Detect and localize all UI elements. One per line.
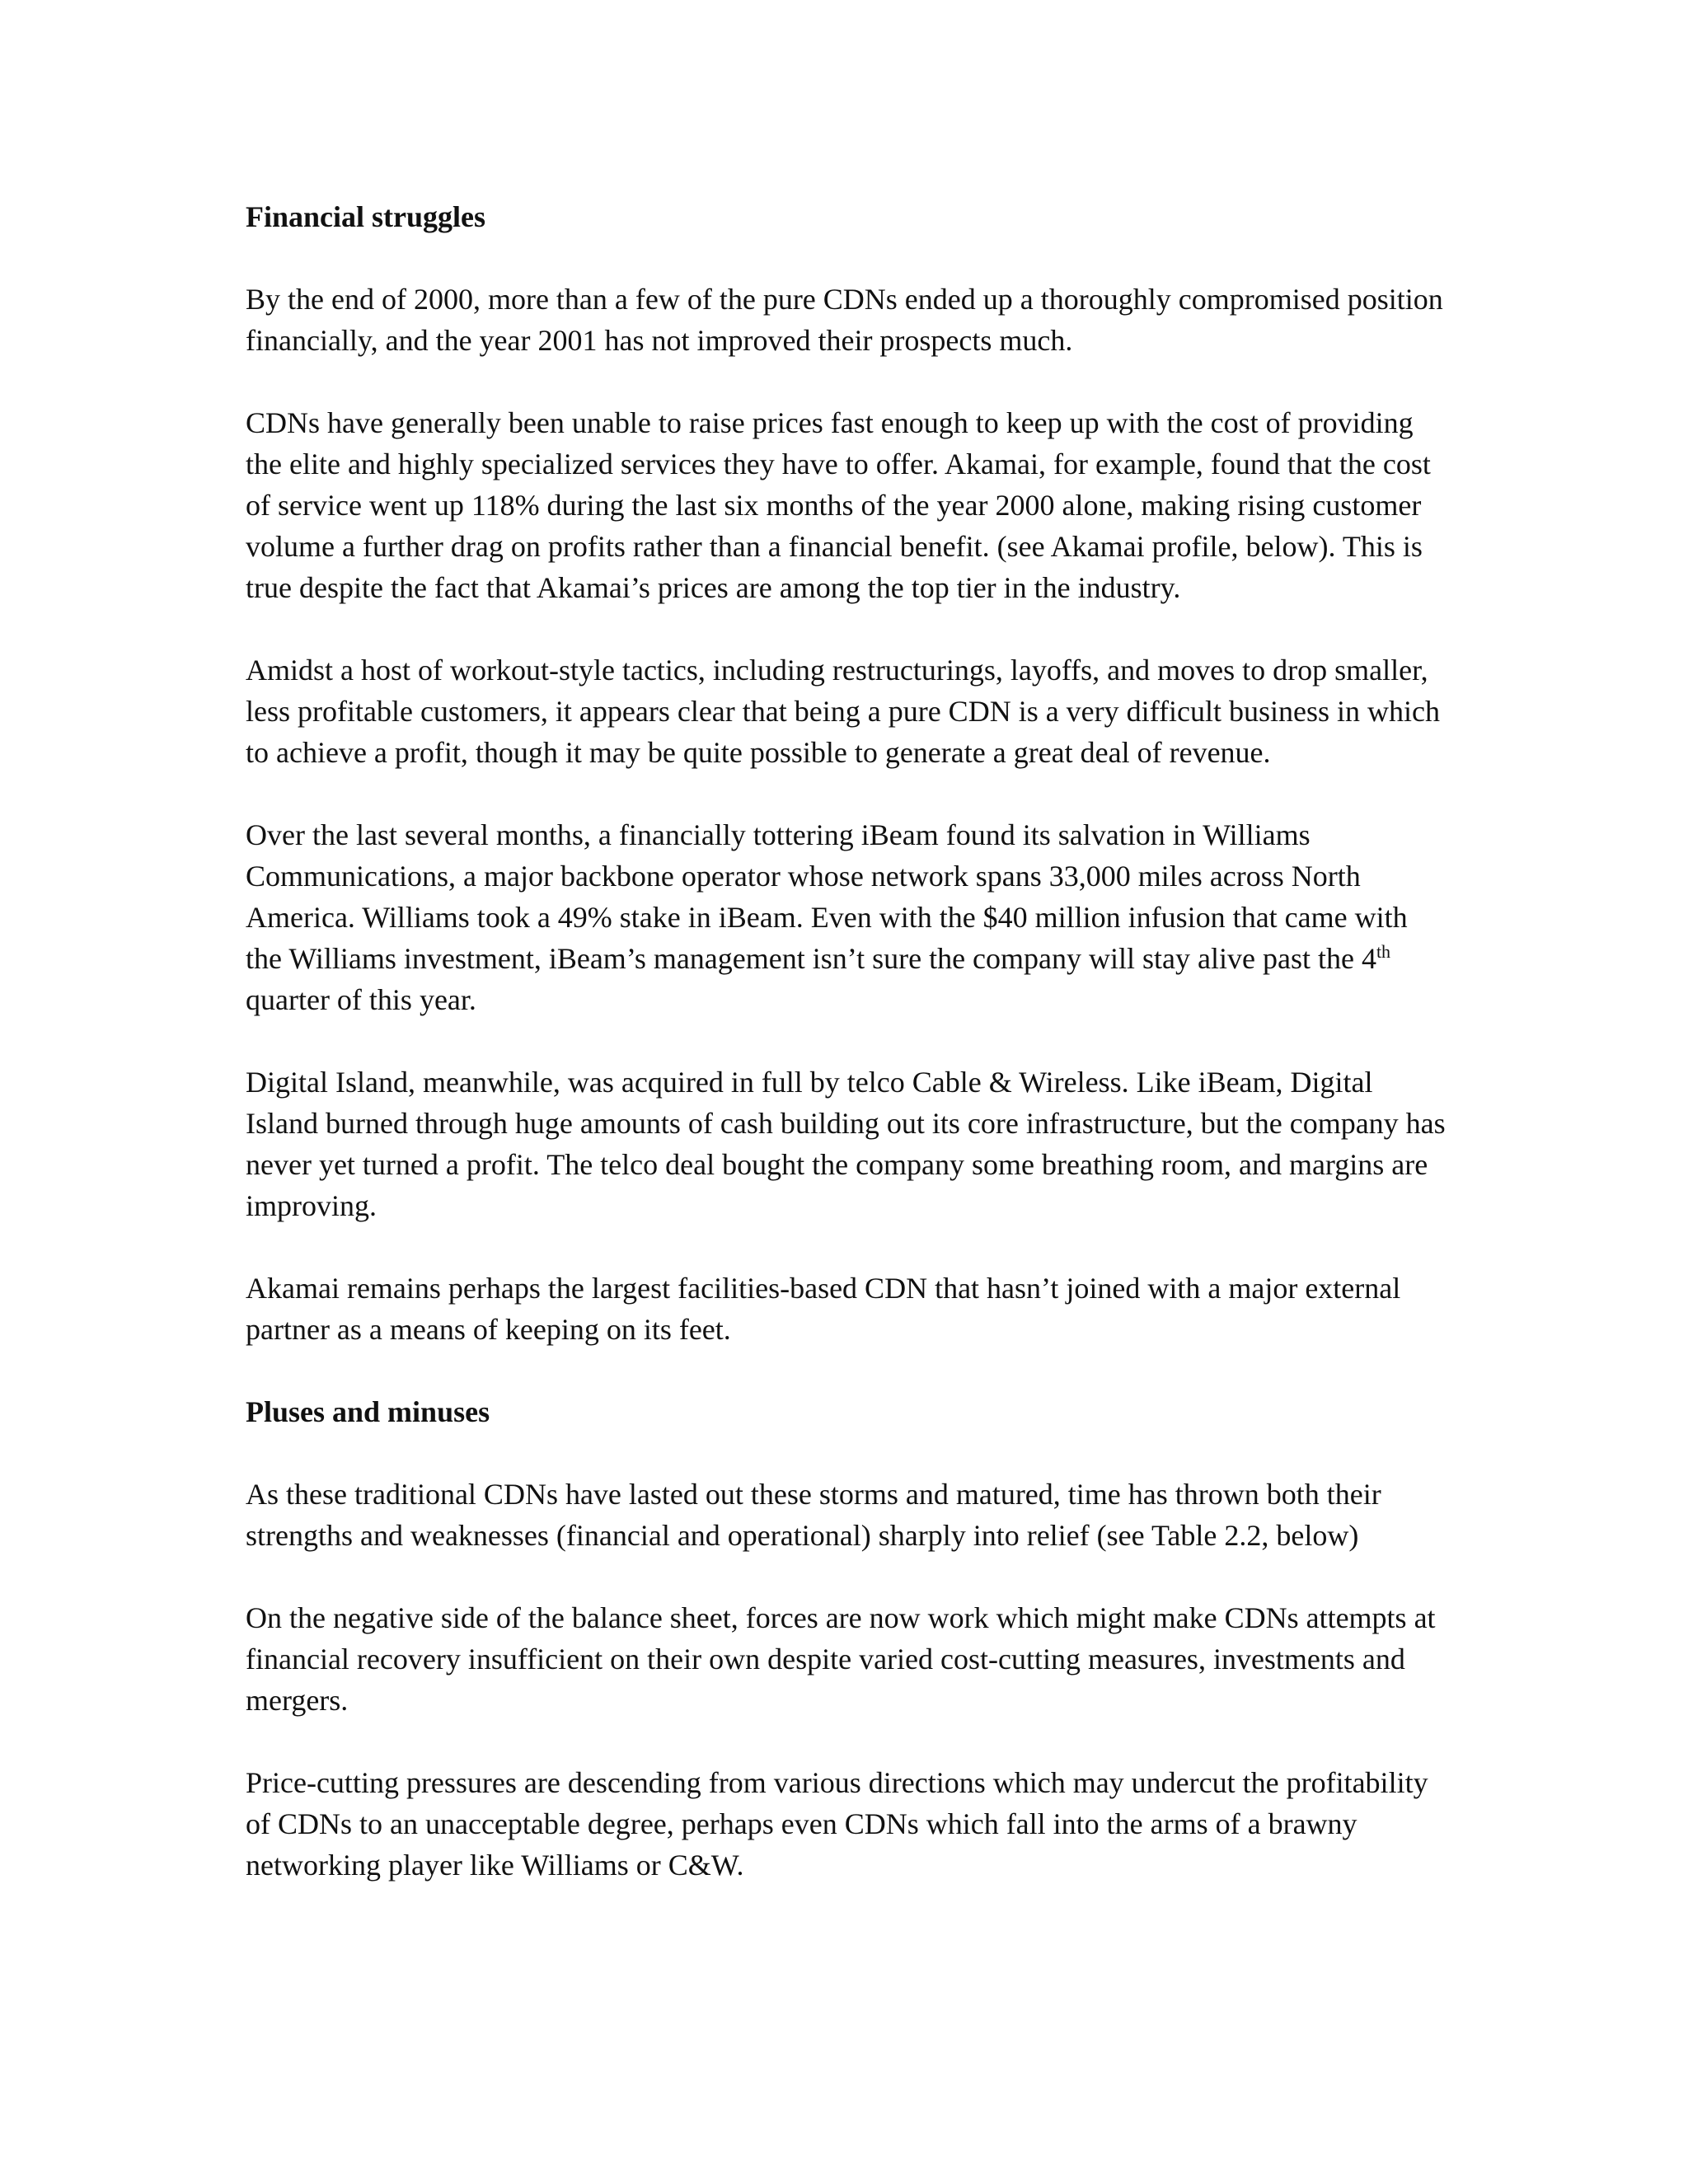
paragraph: On the negative side of the balance sheet, forces are now work which might make CDNs attempts at financial recovery insufficient on their own despite varied cost-cutting measures, investments and mergers. (246, 1601, 1436, 1717)
section-heading-financial-struggles: Financial struggles (246, 200, 486, 233)
paragraph: CDNs have generally been unable to raise prices fast enough to keep up with the cost of providing the elite and highly specialized services they have to offer. Akamai, for example, found that the cost of service went up 118% during the last six months of the year 2000 alone, making rising customer volume a further drag on profits rather than a financial benefit. (see Akamai profile, below). This is true despite the fact that Akamai’s prices are among the top tier in the industry. (246, 406, 1431, 604)
paragraph: Amidst a host of workout-style tactics, including restructurings, layoffs, and moves to drop smaller, less profitable customers, it appears clear that being a pure CDN is a very difficult business in which to achieve a profit, though it may be quite possible to generate a great deal of revenue. (246, 654, 1440, 769)
section-heading-pluses-and-minuses: Pluses and minuses (246, 1395, 490, 1428)
paragraph: Digital Island, meanwhile, was acquired in full by telco Cable & Wireless. Like iBeam, Digital Island burned through huge amounts of cash building out its core infrastructure, but the company has never yet turned a profit. The telco deal bought the company some breathing room, and margins are improving. (246, 1066, 1446, 1222)
paragraph-text: quarter of this year. (246, 983, 476, 1016)
paragraph: By the end of 2000, more than a few of the pure CDNs ended up a thoroughly compromised position financially, and the year 2001 has not improved their prospects much. (246, 283, 1443, 357)
paragraph-text: Over the last several months, a financially tottering iBeam found its salvation in Williams Communications, a major backbone operator whose network spans 33,000 miles across North America. Williams took a 49% stake in iBeam. Even with the $40 million infusion that came with the Williams investment, iBeam’s management isn’t sure the company will stay alive past the 4 (246, 818, 1408, 975)
paragraph-ibeam (246, 814, 1449, 1020)
superscript-ordinal: th (1376, 941, 1391, 962)
paragraph: Akamai remains perhaps the largest facilities-based CDN that hasn’t joined with a major external partner as a means of keeping on its feet. (246, 1272, 1401, 1346)
document-page (246, 196, 1449, 1927)
paragraph: Price-cutting pressures are descending from various directions which may undercut the profitability of CDNs to an unacceptable degree, perhaps even CDNs which fall into the arms of a brawny networking player like Williams or C&W. (246, 1766, 1428, 1882)
paragraph: As these traditional CDNs have lasted out these storms and matured, time has thrown both their strengths and weaknesses (financial and operational) sharply into relief (see Table 2.2, below) (246, 1478, 1381, 1552)
